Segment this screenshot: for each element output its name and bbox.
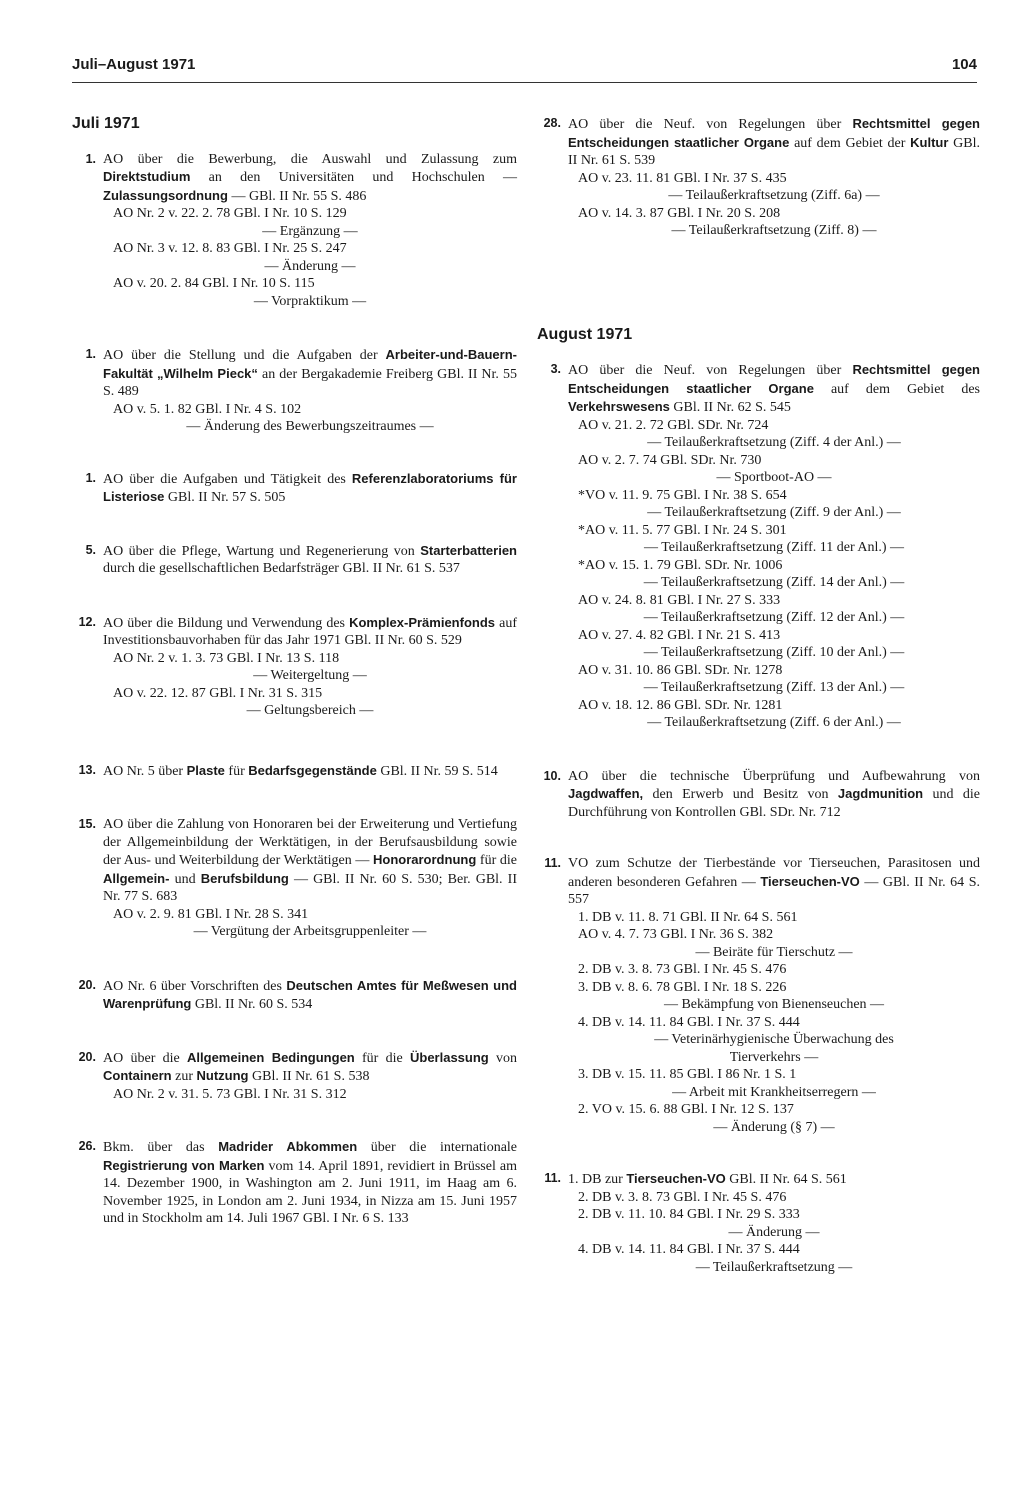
entry-text: GBl. II Nr. 57 S. 505 bbox=[164, 490, 286, 505]
entry-text: AO Nr. 5 über bbox=[103, 763, 187, 779]
entry-text: auf dem Gebiet der bbox=[789, 135, 911, 151]
amendment-ref: AO v. 22. 12. 87 GBl. I Nr. 31 S. 315 bbox=[113, 685, 323, 701]
page-number: 104 bbox=[951, 56, 977, 73]
entry-text: AO über die Neuf. von Regelungen über bbox=[568, 117, 853, 132]
amendment-ref: AO Nr. 2 v. 31. 5. 73 GBl. I Nr. 31 S. 312 bbox=[113, 1086, 347, 1102]
keyword: Zulassungsordnung bbox=[103, 187, 228, 203]
entry bbox=[72, 762, 517, 781]
amendment-ref: 2. DB v. 3. 8. 73 GBl. I Nr. 45 S. 476 bbox=[578, 962, 787, 977]
entry-text: AO über die technische Überprüfung und Aufbewahrung von bbox=[568, 768, 980, 784]
entry-text: an den Universitäten und Hochschulen — bbox=[190, 170, 517, 185]
keyword: Komplex-Prämienfonds bbox=[349, 614, 496, 630]
entry-day: 12. bbox=[78, 614, 96, 629]
keyword: Bedarfsgegenstände bbox=[248, 762, 377, 778]
entry-day: 1. bbox=[85, 347, 96, 361]
amendment-note: — Teilaußerkraftsetzung (Ziff. 6 der Anl.) — bbox=[647, 715, 901, 730]
entry-day: 11. bbox=[544, 1171, 561, 1185]
right-top-entry bbox=[537, 115, 980, 240]
entry-title bbox=[103, 977, 517, 1014]
entry-day: 3. bbox=[550, 362, 561, 376]
keyword: Nutzung bbox=[196, 1068, 249, 1083]
amendment-note: — Teilaußerkraftsetzung (Ziff. 13 der Anl.) — bbox=[643, 680, 905, 695]
entry bbox=[537, 855, 980, 1136]
entry-text: GBl. II Nr. 59 S. 514 bbox=[376, 763, 498, 779]
entry-title bbox=[103, 542, 517, 578]
entry-text: GBl. II Nr. 60 S. 534 bbox=[191, 997, 313, 1012]
amendment-ref: AO v. 18. 12. 86 GBl. SDr. Nr. 1281 bbox=[578, 697, 783, 713]
amendment-note: — Geltungsbereich — bbox=[246, 703, 374, 718]
entry-text: auf Investitionsbauvorhaben für das Jahr 1971 GBl. II Nr. 60 S. 529 bbox=[103, 615, 517, 648]
amendment-note: — Änderung (§ 7) — bbox=[713, 1119, 835, 1135]
entry-text: an der Bergakademie Freiberg GBl. II Nr. 55 S. 489 bbox=[103, 366, 517, 399]
entry bbox=[72, 346, 517, 436]
entry-text: für die bbox=[354, 1050, 410, 1066]
entry-day: 26. bbox=[78, 1139, 96, 1153]
entry-text: Bkm. über das bbox=[103, 1140, 219, 1155]
keyword: Direktstudium bbox=[103, 169, 191, 184]
entry-title bbox=[103, 762, 517, 781]
entry-day: 15. bbox=[78, 817, 96, 831]
entry-text: AO über die Pflege, Wartung und Regenerierung von bbox=[103, 543, 421, 559]
amendment-ref: 2. DB v. 3. 8. 73 GBl. I Nr. 45 S. 476 bbox=[578, 1189, 787, 1205]
amendment-ref: 1. DB v. 11. 8. 71 GBl. II Nr. 64 S. 561 bbox=[578, 909, 798, 925]
amendment-note: — Veterinärhygienische Überwachung des bbox=[654, 1032, 894, 1047]
entry-day: 11. bbox=[544, 856, 561, 870]
amendment-note: — Teilaußerkraftsetzung — bbox=[695, 1259, 853, 1275]
amendment-ref: AO v. 2. 7. 74 GBl. SDr. Nr. 730 bbox=[578, 452, 762, 468]
amendment-note: — Ergänzung — bbox=[262, 223, 358, 239]
entry bbox=[72, 151, 517, 311]
amendment-ref: AO v. 2. 9. 81 GBl. I Nr. 28 S. 341 bbox=[113, 906, 309, 922]
page-header bbox=[72, 56, 977, 80]
entry-day: 28. bbox=[543, 116, 561, 130]
entry-title bbox=[568, 768, 980, 822]
amendment-ref: *AO v. 15. 1. 79 GBl. SDr. Nr. 1006 bbox=[578, 557, 783, 573]
amendment-ref: AO v. 23. 11. 81 GBl. I Nr. 37 S. 435 bbox=[578, 170, 787, 186]
right-column bbox=[537, 115, 980, 1276]
keyword: Madrider Abkommen bbox=[218, 1139, 358, 1154]
entry-day: 20. bbox=[78, 977, 96, 992]
entry-text: AO Nr. 6 über Vorschriften des bbox=[103, 978, 287, 994]
amendment-note: — Beiräte für Tierschutz — bbox=[695, 944, 853, 960]
amendment-note: — Bekämpfung von Bienenseuchen — bbox=[663, 997, 885, 1012]
entry-text: und bbox=[169, 871, 201, 887]
entry-title bbox=[103, 1049, 517, 1086]
amendment-ref: 4. DB v. 14. 11. 84 GBl. I Nr. 37 S. 444 bbox=[578, 1014, 800, 1030]
entry bbox=[537, 115, 980, 240]
section-heading-august: August 1971 bbox=[537, 325, 633, 343]
entry-text: — GBl. II Nr. 60 S. 530; Ber. GBl. II Nr. 77 S. 683 bbox=[103, 871, 517, 904]
keyword: Arbeiter-und-Bauern-Fakultät „Wilhelm Pieck“ bbox=[103, 347, 517, 381]
entry-text: GBl. II Nr. 61 S. 539 bbox=[568, 135, 980, 168]
amendment-ref: AO Nr. 2 v. 1. 3. 73 GBl. I Nr. 13 S. 118 bbox=[113, 650, 340, 666]
entry bbox=[537, 768, 980, 822]
amendment-ref: AO v. 27. 4. 82 GBl. I Nr. 21 S. 413 bbox=[578, 627, 781, 643]
amendment-ref: AO v. 21. 2. 72 GBl. SDr. Nr. 724 bbox=[578, 417, 769, 433]
amendment-ref: AO v. 24. 8. 81 GBl. I Nr. 27 S. 333 bbox=[578, 592, 781, 608]
keyword: Verkehrswesens bbox=[568, 399, 670, 414]
entry-title bbox=[568, 361, 980, 417]
entry-title bbox=[103, 470, 517, 507]
amendment-note: — Teilaußerkraftsetzung (Ziff. 11 der Anl.) — bbox=[643, 540, 905, 555]
entry-text: durch die gesellschaftlichen Bedarfsträger GBl. II Nr. 61 S. 537 bbox=[103, 561, 460, 576]
entry-text: zur bbox=[171, 1069, 197, 1084]
keyword: Allgemein- bbox=[103, 870, 170, 886]
amendment-note: — Vorpraktikum — bbox=[253, 293, 367, 309]
entry bbox=[72, 470, 517, 507]
entry bbox=[72, 1138, 517, 1228]
entry-text: auf dem Gebiet des bbox=[813, 381, 980, 397]
entry-text: VO zum Schutze der Tierbestände vor Tierseuchen, Parasitosen und anderen besonderen Gefahren — bbox=[568, 856, 980, 890]
entry-text: AO über die Zahlung von Honoraren bei der Erweiterung und Vertiefung der Allgemeinbildung der Werktätigen, in der Berufsausbildung sowie der Aus- und Weiterbildung der Werktätigen — bbox=[103, 817, 517, 868]
keyword: Containern bbox=[103, 1068, 172, 1083]
amendment-ref: AO v. 20. 2. 84 GBl. I Nr. 10 S. 115 bbox=[113, 276, 315, 291]
amendment-ref: AO v. 14. 3. 87 GBl. I Nr. 20 S. 208 bbox=[578, 205, 781, 221]
amendment-ref: *VO v. 11. 9. 75 GBl. I Nr. 38 S. 654 bbox=[578, 487, 787, 503]
amendment-note: Tierverkehrs — bbox=[729, 1049, 819, 1065]
keyword: Honorarordnung bbox=[373, 852, 477, 867]
keyword: Jagdwaffen, bbox=[568, 786, 644, 801]
amendment-note: — Sportboot-AO — bbox=[716, 470, 832, 485]
right-entries bbox=[537, 361, 980, 1276]
entry-title bbox=[103, 346, 517, 401]
amendment-note: — Teilaußerkraftsetzung (Ziff. 14 der Anl.) — bbox=[643, 575, 905, 590]
entry-text: über die internationale bbox=[357, 1140, 518, 1155]
amendment-note: — Änderung des Bewerbungszeitraumes — bbox=[186, 419, 434, 434]
entry bbox=[72, 977, 517, 1014]
amendment-note: — Teilaußerkraftsetzung (Ziff. 8) — bbox=[671, 223, 877, 238]
entry-text: für bbox=[224, 763, 249, 779]
entry-text: AO über die Neuf. von Regelungen über bbox=[568, 363, 853, 378]
amendment-note: — Teilaußerkraftsetzung (Ziff. 6a) — bbox=[668, 188, 880, 203]
entry-text: GBl. II Nr. 61 S. 538 bbox=[248, 1069, 370, 1084]
amendment-ref: AO Nr. 3 v. 12. 8. 83 GBl. I Nr. 25 S. 247 bbox=[113, 241, 347, 256]
entry-day: 1. bbox=[85, 151, 96, 166]
amendment-ref: AO v. 5. 1. 82 GBl. I Nr. 4 S. 102 bbox=[113, 401, 302, 417]
keyword: Registrierung von Marken bbox=[103, 1157, 265, 1173]
amendment-note: — Teilaußerkraftsetzung (Ziff. 4 der Anl.) — bbox=[647, 435, 901, 450]
keyword: Plaste bbox=[186, 762, 225, 778]
amendment-ref: AO v. 31. 10. 86 GBl. SDr. Nr. 1278 bbox=[578, 662, 783, 678]
entry-text: für die bbox=[476, 853, 517, 868]
header-rule bbox=[72, 82, 977, 83]
entry-title bbox=[103, 816, 517, 906]
keyword: Allgemeinen Bedingungen bbox=[187, 1049, 355, 1065]
entry-text: AO über die Bildung und Verwendung des bbox=[103, 615, 350, 631]
amendment-note: — Weitergeltung — bbox=[253, 668, 367, 683]
entry-day: 1. bbox=[85, 470, 96, 485]
amendment-ref: 3. DB v. 8. 6. 78 GBl. I Nr. 18 S. 226 bbox=[578, 979, 787, 995]
entry-day: 13. bbox=[78, 762, 96, 777]
amendment-ref: AO v. 4. 7. 73 GBl. I Nr. 36 S. 382 bbox=[578, 927, 774, 942]
amendment-note: — Vergütung der Arbeitsgruppenleiter — bbox=[193, 924, 427, 939]
left-column bbox=[72, 115, 517, 1228]
entry-text: AO über die bbox=[103, 1050, 188, 1066]
entry-text: AO über die Aufgaben und Tätigkeit des bbox=[103, 471, 352, 487]
entry-day: 5. bbox=[85, 542, 96, 557]
entry-text: 1. DB zur bbox=[568, 1172, 627, 1187]
amendment-ref: *AO v. 11. 5. 77 GBl. I Nr. 24 S. 301 bbox=[578, 522, 787, 538]
keyword: Starterbatterien bbox=[420, 542, 517, 558]
entry-day: 20. bbox=[78, 1049, 96, 1064]
left-entries bbox=[72, 151, 517, 1228]
keyword: Rechtsmittel gegen Entscheidungen staatlicher Organe bbox=[568, 116, 980, 150]
amendment-note: — Änderung — bbox=[264, 258, 356, 274]
keyword: Rechtsmittel gegen Entscheidungen staatlicher Organe bbox=[568, 362, 980, 396]
keyword: Berufsbildung bbox=[200, 870, 289, 886]
amendment-note: — Arbeit mit Krankheitserregern — bbox=[672, 1084, 876, 1100]
amendment-note: — Änderung — bbox=[728, 1224, 820, 1240]
keyword: Kultur bbox=[910, 134, 949, 150]
entry-text: und die Durchführung von Kontrollen GBl. SDr. Nr. 712 bbox=[568, 787, 980, 820]
entry-text: GBl. II Nr. 64 S. 561 bbox=[725, 1172, 847, 1187]
entry bbox=[72, 1049, 517, 1104]
amendment-ref: 2. DB v. 11. 10. 84 GBl. I Nr. 29 S. 333 bbox=[578, 1207, 800, 1222]
entry bbox=[72, 542, 517, 578]
entry-text: GBl. II Nr. 62 S. 545 bbox=[669, 400, 791, 415]
entry-text: — GBl. II Nr. 55 S. 486 bbox=[227, 188, 367, 204]
entry bbox=[72, 816, 517, 941]
keyword: Überlassung bbox=[409, 1049, 489, 1065]
entry bbox=[537, 1170, 980, 1276]
entry-text: von bbox=[488, 1050, 518, 1066]
entry-text: AO über die Bewerbung, die Auswahl und Zulassung zum bbox=[103, 151, 517, 167]
entry-title bbox=[103, 1138, 517, 1228]
keyword: Tierseuchen-VO bbox=[760, 873, 860, 889]
section-heading-juli: Juli 1971 bbox=[72, 115, 140, 132]
entry-title bbox=[568, 855, 980, 909]
amendment-ref: 2. VO v. 15. 6. 88 GBl. I Nr. 12 S. 137 bbox=[578, 1102, 794, 1117]
entry-text: vom 14. April 1891, revidiert in Brüssel am 14. Dezember 1900, in Washington am 2. Juni 1911, im Haag am 6. November 1925, in London am 2. Juni 1934, in Nizza am 15. Juni 1957 und in Stockholm am 14. Juli 1967 GBl. I Nr. 6 S. 133 bbox=[103, 1158, 517, 1226]
amendment-ref: 4. DB v. 14. 11. 84 GBl. I Nr. 37 S. 444 bbox=[578, 1242, 800, 1257]
entry-text: den Erwerb und Besitz von bbox=[643, 787, 838, 802]
amendment-note: — Teilaußerkraftsetzung (Ziff. 12 der Anl.) — bbox=[643, 610, 905, 625]
amendment-note: — Teilaußerkraftsetzung (Ziff. 10 der Anl.) — bbox=[643, 645, 905, 660]
keyword: Referenzlaboratoriums für Listeriose bbox=[103, 470, 517, 504]
entry-title bbox=[568, 115, 980, 170]
entry-title bbox=[103, 151, 517, 206]
entry-title bbox=[568, 1170, 980, 1189]
keyword: Jagdmunition bbox=[837, 786, 924, 801]
entry-text: AO über die Stellung und die Aufgaben der bbox=[103, 348, 386, 363]
entry bbox=[537, 361, 980, 732]
entry-day: 10. bbox=[543, 768, 561, 783]
amendment-note: — Teilaußerkraftsetzung (Ziff. 9 der Anl.) — bbox=[647, 505, 901, 520]
entry-text: — GBl. II Nr. 64 S. 557 bbox=[568, 874, 980, 907]
entry bbox=[72, 614, 517, 720]
entry-title bbox=[103, 614, 517, 650]
keyword: Tierseuchen-VO bbox=[626, 1171, 726, 1186]
page-title: Juli–August 1971 bbox=[72, 56, 196, 73]
amendment-ref: AO Nr. 2 v. 22. 2. 78 GBl. I Nr. 10 S. 129 bbox=[113, 206, 347, 221]
keyword: Deutschen Amtes für Meßwesen und Warenprüfung bbox=[103, 977, 517, 1011]
amendment-ref: 3. DB v. 15. 11. 85 GBl. I 86 Nr. 1 S. 1 bbox=[578, 1067, 797, 1082]
